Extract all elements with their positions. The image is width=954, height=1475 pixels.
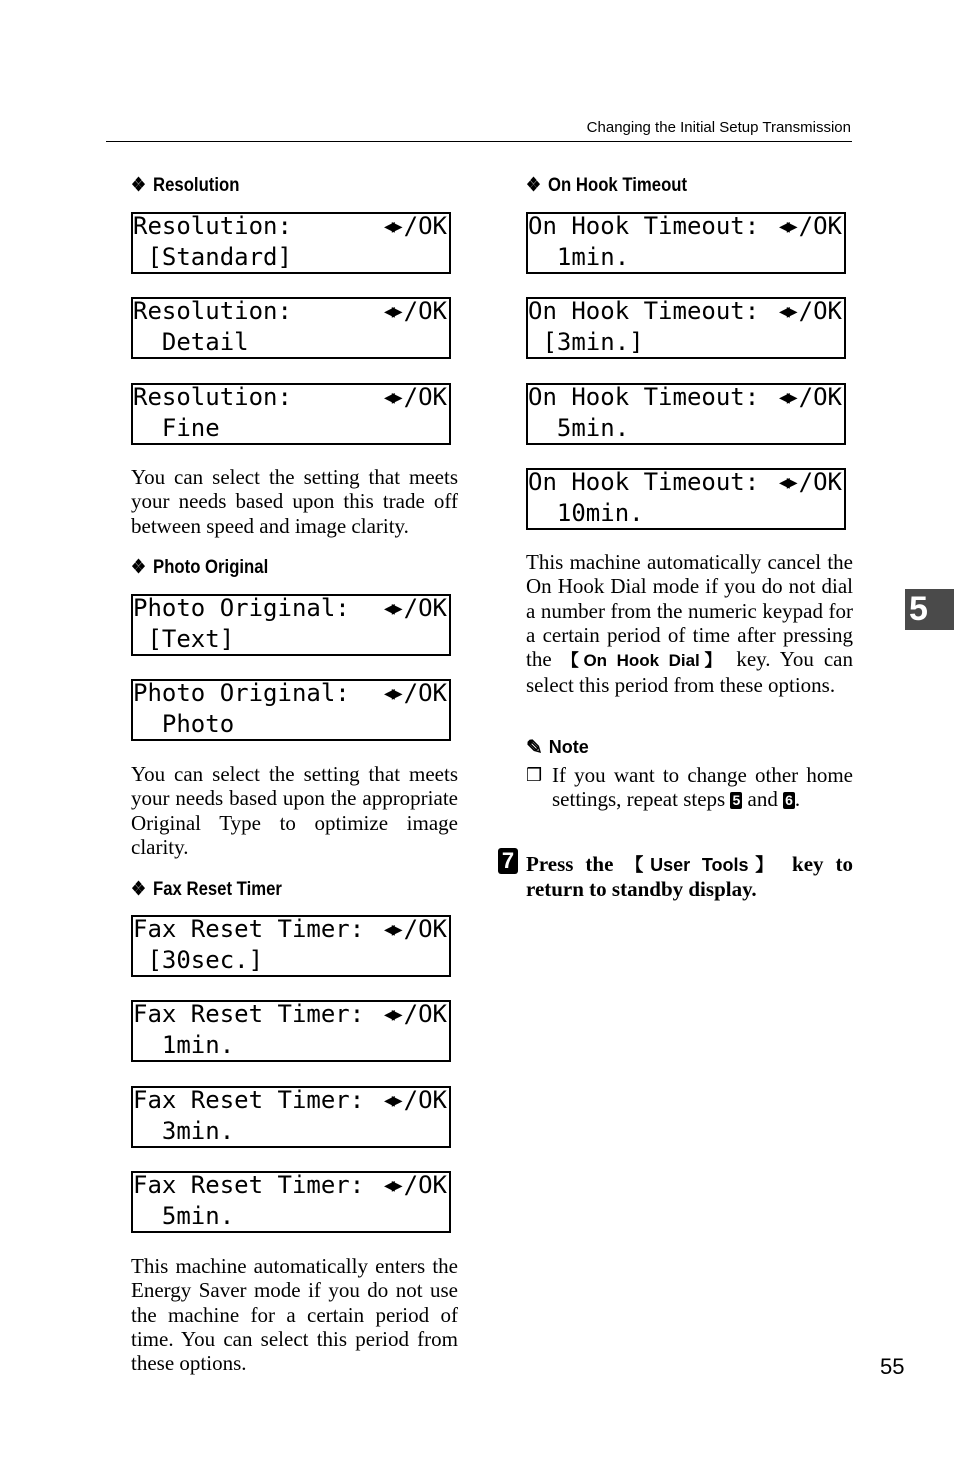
user-tools-key: 【User Tools】 [625, 855, 781, 875]
nav-indicator: ◀▶ /OK [383, 212, 447, 240]
resolution-heading: ❖ Resolution [131, 174, 240, 196]
lcd-display: On Hook Timeout: ◀▶ /OK 5min. [526, 383, 846, 445]
pencil-icon: ✎ [526, 737, 543, 759]
nav-indicator: ◀▶ /OK [778, 297, 842, 325]
diamond-bullet-icon: ❖ [131, 879, 147, 900]
left-right-arrows-icon: ◀▶ [778, 472, 795, 493]
nav-indicator: ◀▶ /OK [383, 297, 447, 325]
nav-indicator: ◀▶ /OK [383, 1086, 447, 1114]
lcd-display: Resolution: ◀▶ /OK Detail [131, 297, 451, 359]
lcd-display: Fax Reset Timer: ◀▶ /OK 3min. [131, 1086, 451, 1148]
checkbox-bullet-icon: ❒ [526, 765, 543, 785]
lcd-display: On Hook Timeout: ◀▶ /OK 1min. [526, 212, 846, 274]
nav-indicator: ◀▶ /OK [778, 383, 842, 411]
diamond-bullet-icon: ❖ [131, 557, 147, 578]
fax-reset-timer-heading: ❖ Fax Reset Timer [131, 878, 282, 900]
step-reference-6: 6 [785, 792, 793, 809]
nav-indicator: ◀▶ /OK [383, 915, 447, 943]
lcd-display: Photo Original: ◀▶ /OK Photo [131, 679, 451, 741]
left-right-arrows-icon: ◀▶ [383, 216, 400, 237]
left-right-arrows-icon: ◀▶ [383, 1004, 400, 1025]
nav-indicator: ◀▶ /OK [778, 468, 842, 496]
resolution-description: You can select the setting that meets your needs based upon this trade off between speed and image clarity. [131, 465, 458, 538]
fax-reset-timer-description: This machine automatically enters the Energy Saver mode if you do not use the machine for a certain period of time. You can select this period from these options. [131, 1254, 458, 1376]
lcd-display: Resolution: ◀▶ /OK [Standard] [131, 212, 451, 274]
left-right-arrows-icon: ◀▶ [383, 598, 400, 619]
left-right-arrows-icon: ◀▶ [778, 301, 795, 322]
on-hook-timeout-heading: ❖ On Hook Timeout [526, 174, 688, 196]
left-right-arrows-icon: ◀▶ [383, 919, 400, 940]
lcd-display: Fax Reset Timer: ◀▶ /OK 5min. [131, 1171, 451, 1233]
nav-indicator: ◀▶ /OK [778, 212, 842, 240]
left-right-arrows-icon: ◀▶ [383, 1090, 400, 1111]
lcd-display: On Hook Timeout: ◀▶ /OK [3min.] [526, 297, 846, 359]
lcd-display: Resolution: ◀▶ /OK Fine [131, 383, 451, 445]
on-hook-timeout-description: This machine automatically cancel the On Hook Dial mode if you do not dial a number from the numeric keypad for a certain period of time after pressing the 【On Hook Dial】 key. You can select this period from these options. [526, 550, 854, 698]
nav-indicator: ◀▶ /OK [383, 594, 447, 622]
diamond-bullet-icon: ❖ [131, 175, 147, 196]
nav-indicator: ◀▶ /OK [383, 383, 447, 411]
nav-indicator: ◀▶ /OK [383, 1171, 447, 1199]
left-right-arrows-icon: ◀▶ [383, 387, 400, 408]
left-right-arrows-icon: ◀▶ [778, 216, 795, 237]
nav-indicator: ◀▶ /OK [383, 679, 447, 707]
photo-original-heading: ❖ Photo Original [131, 556, 269, 578]
on-hook-dial-key: 【On Hook Dial】 [561, 651, 727, 671]
left-right-arrows-icon: ◀▶ [383, 1175, 400, 1196]
page-number: 55 [880, 1354, 905, 1379]
lcd-display: Fax Reset Timer: ◀▶ /OK 1min. [131, 1000, 451, 1062]
chapter-tab: 5 [905, 589, 954, 630]
step-number-badge: 7 [498, 848, 518, 874]
lcd-display: Photo Original: ◀▶ /OK [Text] [131, 594, 451, 656]
left-right-arrows-icon: ◀▶ [778, 387, 795, 408]
step-reference-5: 5 [732, 792, 741, 809]
nav-indicator: ◀▶ /OK [383, 1000, 447, 1028]
left-right-arrows-icon: ◀▶ [383, 683, 400, 704]
note-heading: ✎ Note [526, 737, 589, 759]
photo-original-description: You can select the setting that meets your needs based upon the appropriate Original Type to optimize image clarity. [131, 762, 458, 859]
running-header: Changing the Initial Setup Transmission [586, 119, 851, 136]
lcd-display: On Hook Timeout: ◀▶ /OK 10min. [526, 468, 846, 530]
left-right-arrows-icon: ◀▶ [383, 301, 400, 322]
header-rule [106, 141, 852, 142]
lcd-display: Fax Reset Timer: ◀▶ /OK [30sec.] [131, 915, 451, 977]
diamond-bullet-icon: ❖ [526, 175, 542, 196]
